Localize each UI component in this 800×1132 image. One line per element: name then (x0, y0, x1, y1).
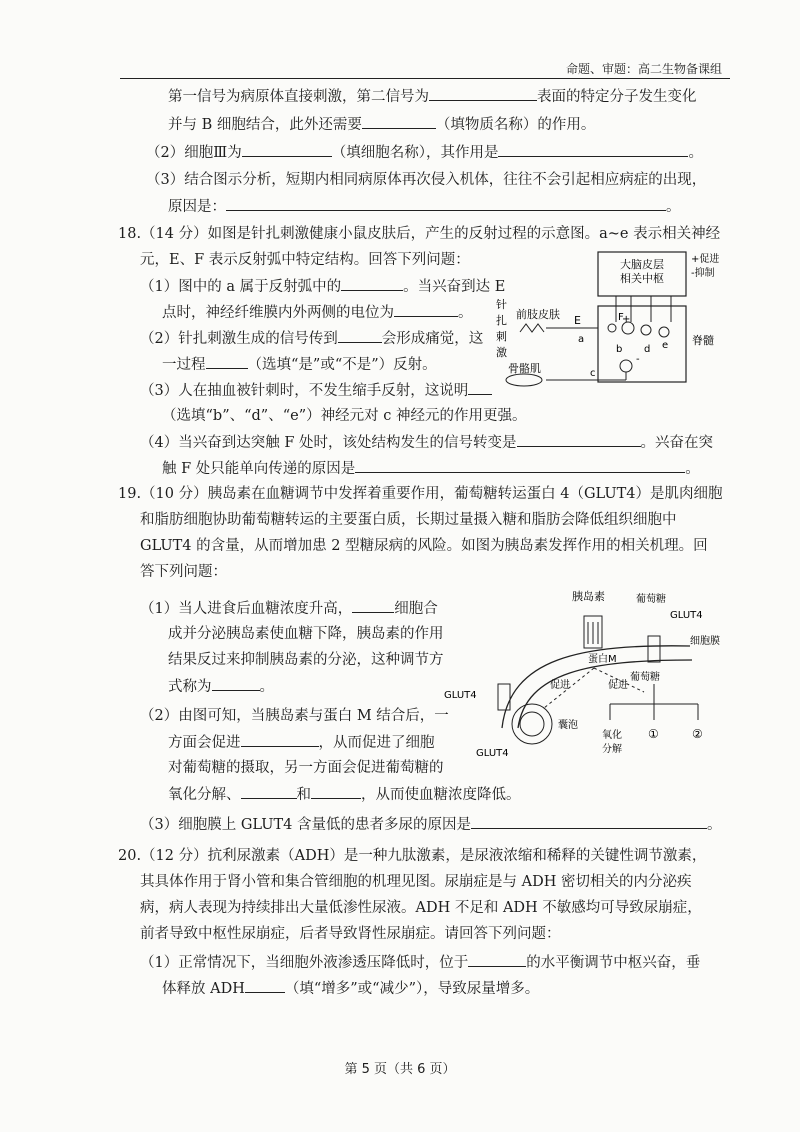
glut4-bottom-label: GLUT4 (476, 748, 509, 759)
glucose-inside-label: 葡萄糖 (630, 672, 660, 683)
q20-stem-4: 前者导致中枢性尿崩症，后者导致肾性尿崩症。请回答下列问题： (140, 926, 561, 942)
glut4-top-label: GLUT4 (670, 610, 703, 621)
F-label: F (618, 312, 624, 323)
page-header: 命题、审题：高二生物备课组 (565, 62, 722, 76)
page-footer: 第 5 页（共 6 页） (344, 1062, 456, 1077)
needle-label-1: 针 (496, 298, 507, 311)
header-rule (120, 78, 730, 79)
q19-stem-4: 答下列问题： (140, 564, 227, 580)
cortex-label: 大脑皮层 (620, 258, 664, 271)
q18-part2-a: （2）针扎刺激生成的信号传到 会形成痛觉，这 (140, 328, 483, 349)
q20-stem-3: 病，病人表现为持续排出大量低渗性尿液。ADH 不足和 ADH 不敏感均可导致尿崩症， (140, 900, 702, 916)
q19-part1-a: （1）当人进食后血糖浓度升高， 细胞合 (140, 598, 438, 619)
glut4-left-label: GLUT4 (444, 690, 477, 701)
a-label: a (578, 334, 585, 345)
center-label: 相关中枢 (620, 272, 664, 285)
circle-2-label: ② (692, 727, 703, 741)
q19-part3: （3）细胞膜上 GLUT4 含量低的患者多尿的原因是 。 (140, 814, 721, 835)
q19-part1-c: 结果反过来抑制胰岛素的分泌，这种调节方 (168, 652, 444, 668)
q19-part2-b: 方面会促进 ，从而促进了细胞 (168, 732, 435, 753)
q18-part2-b: 一过程 （选填“是”或“不是”）反射。 (162, 354, 437, 375)
q20-part1-b: 体释放 ADH （填“增多”或“减少”），导致尿量增多。 (162, 978, 539, 999)
spinal-box (598, 306, 686, 382)
e-label: e (662, 340, 669, 351)
q17-part3-answer: 原因是： 。 (168, 196, 681, 217)
needle-label-3: 刺 (496, 330, 507, 343)
circle-1-label: ① (648, 727, 659, 741)
q17-line1: 第一信号为病原体直接刺激，第二信号为 表面的特定分子发生变化 (168, 86, 697, 107)
q18-part3-a: （3）人在抽血被针刺时，不发生缩手反射，这说明 (140, 380, 492, 401)
proteinM-label: 蛋白M (588, 654, 617, 665)
muscle-label: 骨骼肌 (508, 362, 541, 375)
q19-stem-1: 19.（10 分）胰岛素在血糖调节中发挥着重要作用，葡萄糖转运蛋白 4（GLUT4）是肌肉细胞 (118, 486, 723, 502)
minus-sign: - (636, 354, 640, 365)
promote-label-1: 促进 (550, 680, 570, 691)
q18-part1-b: 点时，神经纤维膜内外两侧的电位为 。 (162, 302, 473, 323)
q19-stem-2: 和脂肪细胞协助葡萄糖转运的主要蛋白质，长期过量摄入糖和脂肪会降低组织细胞中 (140, 512, 677, 528)
q20-stem-2: 其具体作用于肾小管和集合管细胞的机理见图。尿崩症是与 ADH 密切相关的内分泌疾 (140, 874, 692, 890)
q18-stem-2: 元，E、F 表示反射弧中特定结构。回答下列问题： (140, 252, 470, 268)
q17-part3: （3）结合图示分析，短期内相同病原体再次侵入机体，往往不会引起相应病症的出现， (146, 172, 707, 188)
q19-part1-b: 成并分泌胰岛素使血糖下降，胰岛素的作用 (168, 626, 444, 642)
q17-line2: 并与 B 细胞结合，此外还需要 （填物质名称）的作用。 (168, 114, 595, 135)
q19-part1-d: 式称为 。 (168, 676, 274, 697)
insulin-mechanism-diagram (440, 588, 740, 784)
spinal-label: 脊髓 (692, 334, 714, 347)
q19-part2-a: （2）由图可知，当胰岛素与蛋白 M 结合后，一 (140, 708, 449, 724)
needle-label-2: 扎 (496, 314, 507, 327)
E-label: E (574, 314, 581, 327)
q18-stem-1: 18.（14 分）如图是针扎刺激健康小鼠皮肤后，产生的反射过程的示意图。a~e 表示相关神经 (118, 226, 721, 242)
b-label: b (616, 344, 623, 355)
d-label: d (644, 344, 651, 355)
q18-part1-a: （1）图中的 a 属于反射弧中的 。当兴奋到达 E (140, 276, 505, 297)
q19-stem-3: GLUT4 的含量，从而增加患 2 型糖尿病的风险。如图为胰岛素发挥作用的相关机理。回 (140, 538, 708, 554)
membrane-label: 细胞膜 (690, 636, 720, 647)
insulin-label: 胰岛素 (572, 590, 605, 603)
reflex-arc-diagram (486, 248, 734, 390)
inhibit-legend: -抑制 (691, 268, 715, 279)
q18-part4-a: （4）当兴奋到达突触 F 处时，该处结构发生的信号转变是 。兴奋在突 (140, 432, 713, 453)
q19-part2-d: 氧化分解、 和 ，从而使血糖浓度降低。 (168, 784, 521, 805)
q18-part4-b: 触 F 处只能单向传递的原因是 。 (162, 458, 700, 479)
plus-sign: + (622, 314, 631, 325)
c-label: c (590, 368, 596, 379)
promote-legend: +促进 (691, 254, 720, 265)
vesicle-label: 囊泡 (558, 720, 578, 731)
oxid-label: 氧化 (602, 730, 622, 741)
skin-label: 前肢皮肤 (516, 308, 560, 321)
q17-part2: （2）细胞Ⅲ为 （填细胞名称），其作用是 。 (146, 142, 703, 163)
q18-part3-b: （选填“b”、“d”、“e”）神经元对 c 神经元的作用更强。 (162, 408, 527, 424)
glucose-outside-label: 葡萄糖 (636, 594, 666, 605)
decomp-label: 分解 (602, 744, 622, 755)
q20-part1-a: （1）正常情况下，当细胞外液渗透压降低时，位于 的水平衡调节中枢兴奋，垂 (140, 952, 700, 973)
needle-label-4: 激 (496, 346, 507, 359)
promote-label-2: 促进 (608, 680, 628, 691)
q20-stem-1: 20.（12 分）抗利尿激素（ADH）是一种九肽激素，是尿液浓缩和稀释的关键性调节激素， (118, 848, 707, 864)
q19-part2-c: 对葡萄糖的摄取，另一方面会促进葡萄糖的 (168, 760, 444, 776)
